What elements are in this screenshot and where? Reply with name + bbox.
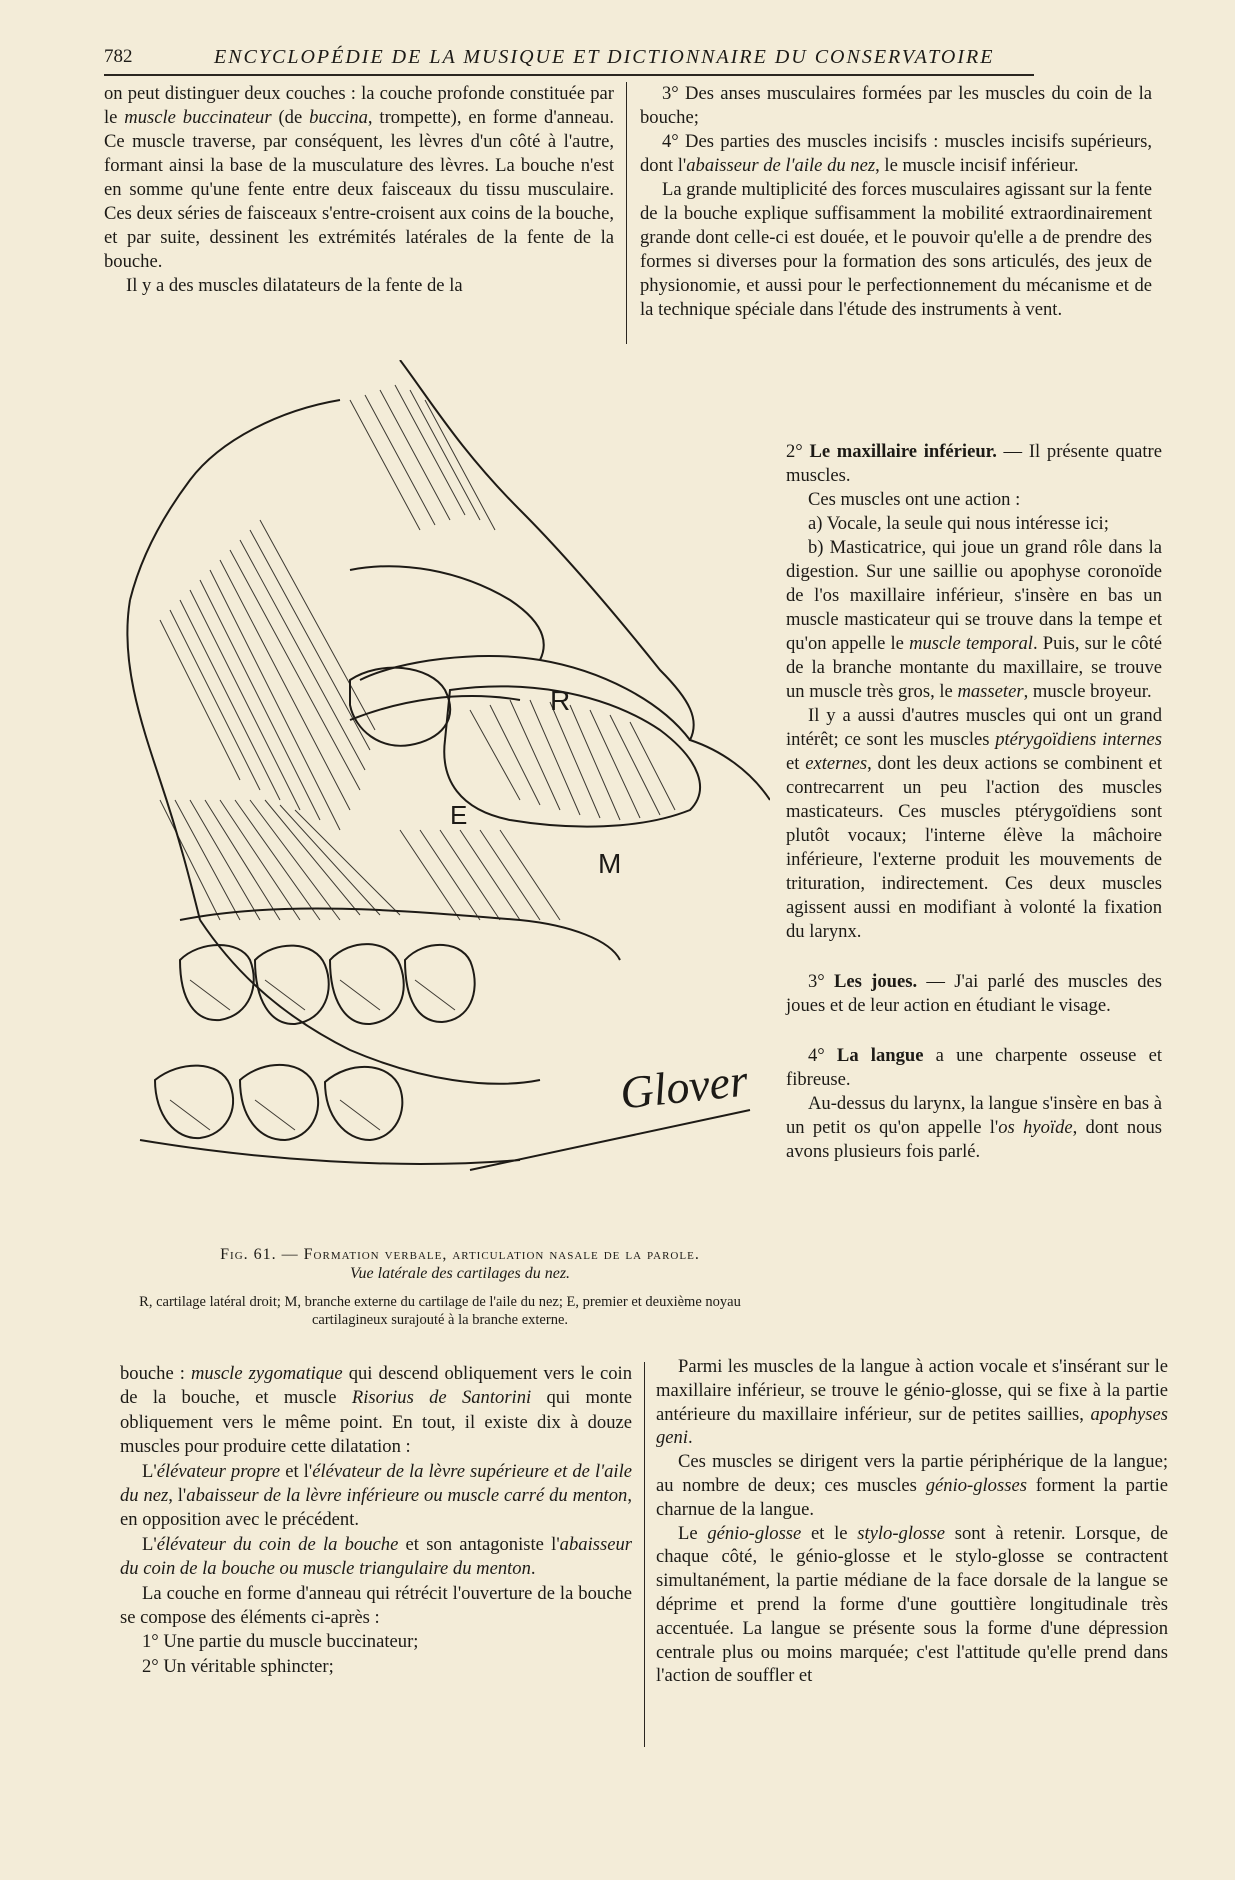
paragraph: on peut distinguer deux couches : la couche profonde constituée par le muscle buccinateur (de buccina, trompette), en forme d'anneau. Ce muscle traverse, par conséquent, les lèvres d'un côté à l'autre, formant ainsi la base de la musculature des lèvres. La bouche n'est en somme qu'une fente entre deux faisceaux du tissu musculaire. Ces deux séries de faisceaux s'entre-croisent aux coins de la bouche, et par suite, dessinent les extrémités latérales de la fente de la bouche. bbox=[104, 83, 614, 272]
paragraph: Parmi les muscles de la langue à action vocale et s'insérant sur le maxillaire inférieur, se trouve le génio-glosse, qui se fixe à la partie antérieure du maxillaire inférieur, sur de petites saillies, apophyses geni. bbox=[656, 1356, 1168, 1449]
anatomical-figure bbox=[100, 360, 770, 1245]
right-column-middle bbox=[786, 440, 1162, 1164]
section-heading-langue: 4° La langue a une charpente osseuse et fibreuse. bbox=[786, 1045, 1162, 1090]
left-column-top bbox=[104, 82, 614, 298]
right-column-top bbox=[640, 82, 1152, 322]
figure-caption bbox=[140, 1245, 780, 1283]
running-title: ENCYCLOPÉDIE DE LA MUSIQUE ET DICTIONNAIRE DU CONSERVATOIRE bbox=[214, 46, 995, 68]
left-column-bottom bbox=[120, 1362, 632, 1679]
section-heading-maxillaire: 2° Le maxillaire inférieur. — Il présente quatre muscles. bbox=[786, 441, 1162, 486]
artist-signature: Glover bbox=[617, 1054, 751, 1119]
list-item: b) Masticatrice, qui joue un grand rôle dans la digestion. Sur une saillie ou apophyse coronoïde de l'os maxillaire inférieur, s'insère en bas un muscle masticateur qui se trouve dans la tempe et qu'on appelle le muscle temporal. Puis, sur le côté de la branche montante du maxillaire, se trouve un muscle très gros, le masseter, muscle broyeur. bbox=[786, 537, 1162, 702]
paragraph: La couche en forme d'anneau qui rétrécit l'ouverture de la bouche se compose des éléments ci-après : bbox=[120, 1582, 632, 1629]
figure-legend: R, cartilage latéral droit; M, branche externe du cartilage de l'aile du nez; E, premier et deuxième noyau cartilagineux surajouté à la branche externe. bbox=[139, 1294, 741, 1328]
paragraph: L'élévateur du coin de la bouche et son antagoniste l'abaisseur du coin de la bouche ou muscle triangulaire du menton. bbox=[120, 1533, 632, 1580]
paragraph: bouche : muscle zygomatique qui descend obliquement vers le coin de la bouche, et muscle Risorius de Santorini qui monte obliquement vers le même point. En tout, il existe dix à douze muscles pour produire cette dilatation : bbox=[120, 1363, 632, 1458]
caption-title: Fig. 61. — Formation verbale, articulation nasale de la parole. bbox=[220, 1246, 700, 1263]
paragraph: Au-dessus du larynx, la langue s'insère en bas à un petit os qu'on appelle l'os hyoïde, dont nous avons plusieurs fois parlé. bbox=[786, 1093, 1162, 1162]
list-item: a) Vocale, la seule qui nous intéresse ici; bbox=[808, 513, 1109, 534]
paragraph: Il y a aussi d'autres muscles qui ont un grand intérêt; ce sont les muscles ptérygoïdiens internes et externes, dont les deux actions se combinent et contrecarrent un peu l'action des muscles masticateurs. Ces muscles ptérygoïdiens sont plutôt vocaux; l'interne élève la mâchoire inférieure, l'externe produit les mouvements de trituration, indirectement. Ces deux muscles agissent aussi en modifiant à volonté la fixation du larynx. bbox=[786, 705, 1162, 942]
list-item: 2° Un véritable sphincter; bbox=[142, 1655, 334, 1677]
list-item: 1° Une partie du muscle buccinateur; bbox=[142, 1631, 419, 1653]
paragraph: Il y a des muscles dilatateurs de la fente de la bbox=[126, 275, 463, 296]
section-heading-joues: 3° Les joues. — J'ai parlé des muscles des joues et de leur action en étudiant le visage. bbox=[786, 971, 1163, 1016]
figure-label-r: R bbox=[550, 685, 571, 716]
figure-label-e: E bbox=[450, 800, 468, 830]
caption-subtitle: Vue latérale des cartilages du nez. bbox=[349, 1265, 571, 1282]
column-divider bbox=[644, 1362, 645, 1747]
figure-label-m: M bbox=[598, 848, 622, 879]
paragraph: 3° Des anses musculaires formées par les muscles du coin de la bouche; bbox=[640, 83, 1152, 128]
page-header bbox=[104, 44, 1034, 76]
paragraph: Ces muscles se dirigent vers la partie périphérique de la langue; au nombre de deux; ces muscles génio-glosses forment la partie charnue de la langue. bbox=[656, 1451, 1168, 1520]
paragraph: Le génio-glosse et le stylo-glosse sont à retenir. Lorsque, de chaque côté, le génio-glosse et le stylo-glosse se contractent simultanément, la partie médiane de la face dorsale de la langue se déprime et prend la forme d'une gouttière longitudinale très accentuée. La langue se présente sous la forme d'une dépression centrale plus ou moins marquée; c'est l'attitude qu'elle prend dans l'action de souffler et bbox=[656, 1522, 1168, 1687]
paragraph: La grande multiplicité des forces musculaires agissant sur la fente de la bouche explique suffisamment la mobilité extraordinairement grande dont celle-ci est douée, et le pouvoir qu'elle a de prendre des formes si diverses pour la formation des sons articulés, des jeux de physionomie, et aussi pour le perfectionnement du mécanisme et de la technique spéciale dans l'étude des instruments à vent. bbox=[640, 179, 1152, 320]
paragraph: Ces muscles ont une action : bbox=[808, 489, 1021, 510]
right-column-bottom bbox=[656, 1355, 1168, 1688]
column-divider bbox=[626, 82, 627, 344]
paragraph: 4° Des parties des muscles incisifs : muscles incisifs supérieurs, dont l'abaisseur de l'aile du nez, le muscle incisif inférieur. bbox=[640, 131, 1152, 176]
page-number: 782 bbox=[104, 46, 133, 67]
paragraph: L'élévateur propre et l'élévateur de la lèvre supérieure et de l'aile du nez, l'abaisseur de la lèvre inférieure ou muscle carré du menton, en opposition avec le précédent. bbox=[120, 1460, 632, 1531]
